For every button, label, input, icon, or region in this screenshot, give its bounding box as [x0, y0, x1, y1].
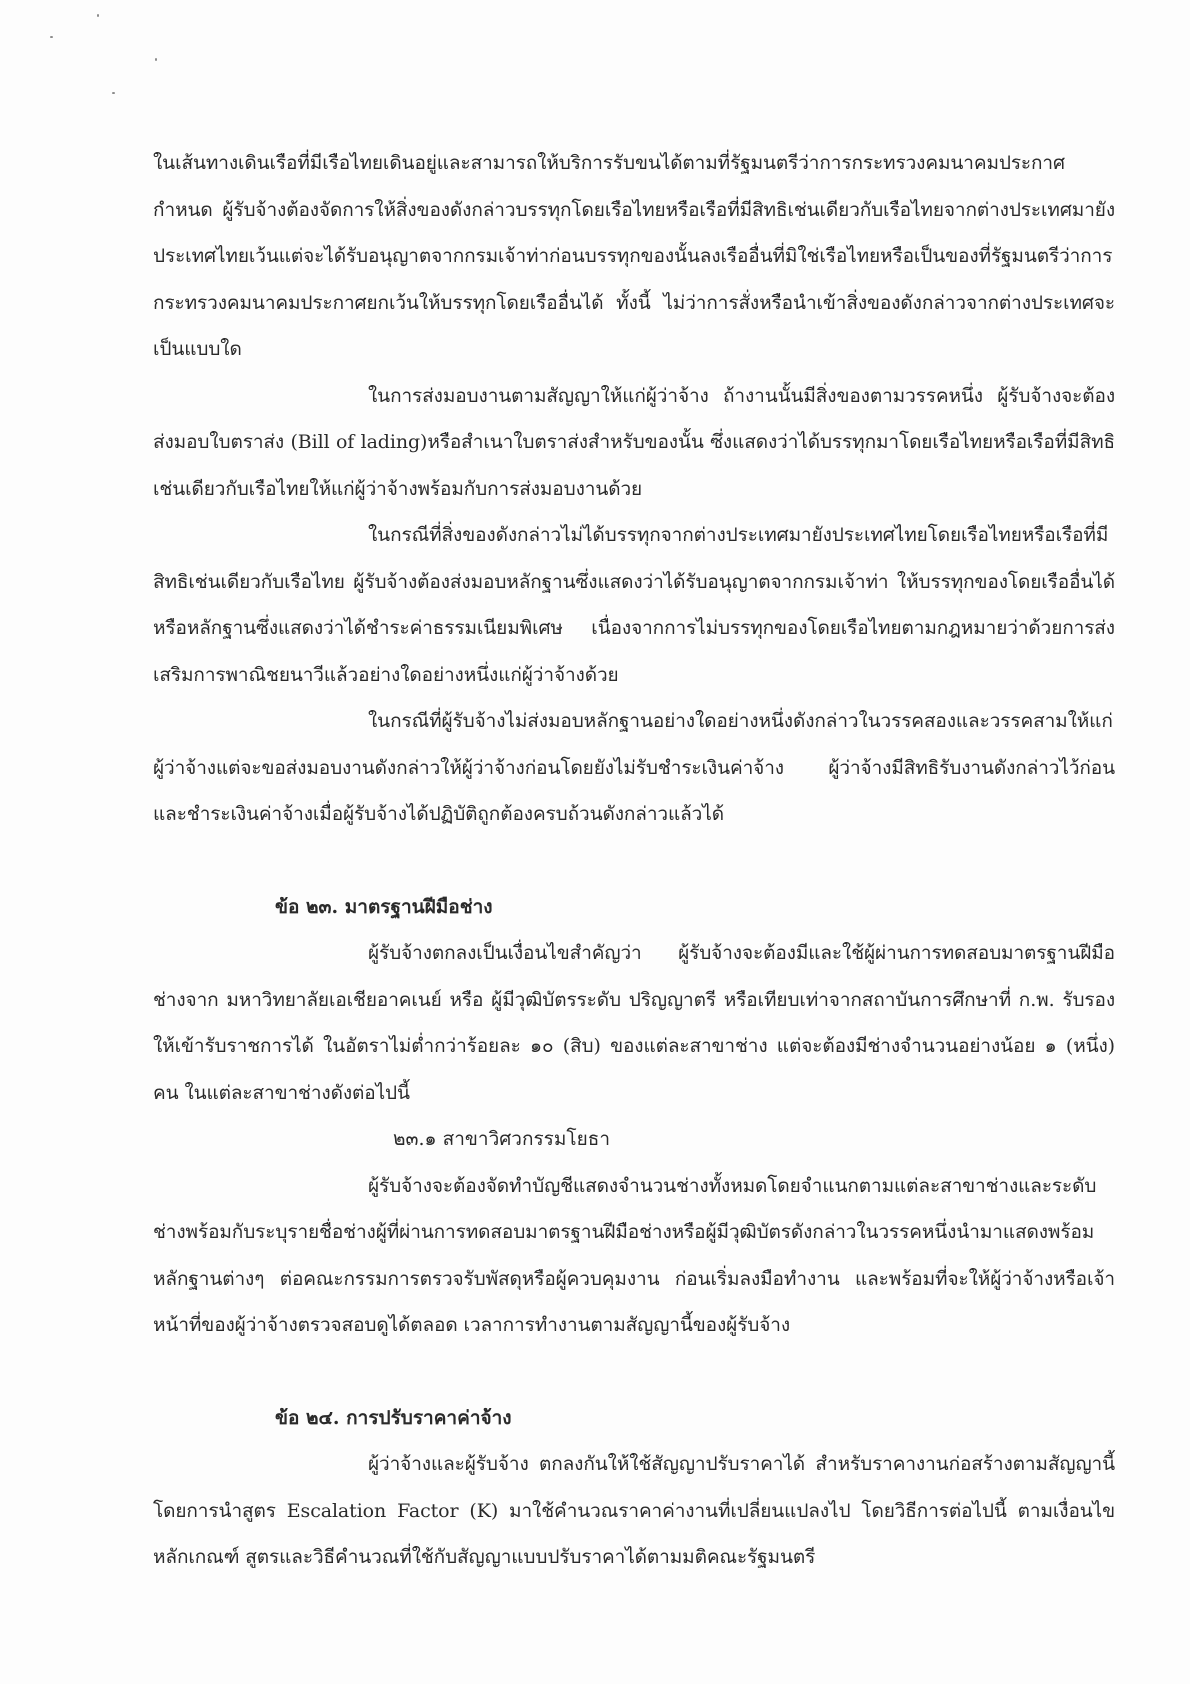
- scan-speck: [155, 58, 157, 61]
- section-24-heading: ข้อ ๒๔. การปรับราคาค่าจ้าง: [275, 1406, 512, 1429]
- paragraph-bill-of-lading: ในการส่งมอบงานตามสัญญาให้แก่ผู้ว่าจ้าง ถ้างานนั้นมีสิ่งของตามวรรคหนึ่ง ผู้รับจ้างจะต้องส่งมอบใบตราส่ง (Bill of lading)หรือสำเนาใบตราส่งสำหรับของนั้น ซึ่งแสดงว่าได้บรรทุกมาโดยเรือไทยหรือเรือที่มีสิทธิเช่นเดียวกับเรือไทยให้แก่ผู้ว่าจ้างพร้อมกับการส่งมอบงานด้วย: [153, 384, 1115, 500]
- section-gap: [153, 1349, 1115, 1395]
- section-23-paragraph-1: ผู้รับจ้างตกลงเป็นเงื่อนไขสำคัญว่า ผู้รับจ้างจะต้องมีและใช้ผู้ผ่านการทดสอบมาตรฐานฝีมือช่างจาก มหาวิทยาลัยเอเชียอาคเนย์ หรือ ผู้มีวุฒิบัตรระดับ ปริญญาตรี หรือเทียบเท่าจากสถาบันการศึกษาที่ ก.พ. รับรองให้เข้ารับราชการได้ ในอัตราไม่ต่ำกว่าร้อยละ ๑๐ (สิบ) ของแต่ละสาขาช่าง แต่จะต้องมีช่างจำนวนอย่างน้อย ๑ (หนึ่ง) คน ในแต่ละสาขาช่างดังต่อไปนี้: [153, 942, 1115, 1104]
- scan-speck: [97, 14, 99, 17]
- section-23-subitem: ๒๓.๑ สาขาวิศวกรรมโยธา: [393, 1128, 611, 1150]
- section-23-paragraph-2: ผู้รับจ้างจะต้องจัดทำบัญชีแสดงจำนวนช่างทั้งหมดโดยจำแนกตามแต่ละสาขาช่างและระดับช่างพร้อมกับระบุรายชื่อช่างผู้ที่ผ่านการทดสอบมาตรฐานฝีมือช่างหรือผู้มีวุฒิบัตรดังกล่าวในวรรคหนึ่งนำมาแสดงพร้อมหลักฐานต่างๆ ต่อคณะกรรมการตรวจรับพัสดุหรือผู้ควบคุมงาน ก่อนเริ่มลงมือทำงาน และพร้อมที่จะให้ผู้ว่าจ้างหรือเจ้าหน้าที่ของผู้ว่าจ้างตรวจสอบดูได้ตลอด เวลาการทำงานตามสัญญานี้ของผู้รับจ้าง: [153, 1174, 1115, 1336]
- paragraph-non-thai-vessel: ในกรณีที่สิ่งของดังกล่าวไม่ได้บรรทุกจากต่างประเทศมายังประเทศไทยโดยเรือไทยหรือเรือที่มีสิทธิเช่นเดียวกับเรือไทย ผู้รับจ้างต้องส่งมอบหลักฐานซึ่งแสดงว่าได้รับอนุญาตจากกรมเจ้าท่า ให้บรรทุกของโดยเรืออื่นได้หรือหลักฐานซึ่งแสดงว่าได้ชำระค่าธรรมเนียมพิเศษ เนื่องจากการไม่บรรทุกของโดยเรือไทยตามกฎหมายว่าด้วยการส่งเสริมการพาณิชยนาวีแล้วอย่างใดอย่างหนึ่งแก่ผู้ว่าจ้างด้วย: [153, 524, 1115, 686]
- section-gap: [153, 838, 1115, 884]
- paragraph-shipping-route: ในเส้นทางเดินเรือที่มีเรือไทยเดินอยู่และสามารถให้บริการรับขนได้ตามที่รัฐมนตรีว่าการกระทรวงคมนาคมประกาศกำหนด ผู้รับจ้างต้องจัดการให้สิ่งของดังกล่าวบรรทุกโดยเรือไทยหรือเรือที่มีสิทธิเช่นเดียวกับเรือไทยจากต่างประเทศมายังประเทศไทยเว้นแต่จะได้รับอนุญาตจากกรมเจ้าท่าก่อนบรรทุกของนั้นลงเรืออื่นที่มิใช่เรือไทยหรือเป็นของที่รัฐมนตรีว่าการกระทรวงคมนาคมประกาศยกเว้นให้บรรทุกโดยเรืออื่นได้ ทั้งนี้ ไม่ว่าการสั่งหรือนำเข้าสิ่งของดังกล่าวจากต่างประเทศจะเป็นแบบใด: [153, 152, 1115, 360]
- section-24-paragraph-1: ผู้ว่าจ้างและผู้รับจ้าง ตกลงกันให้ใช้สัญญาปรับราคาได้ สำหรับราคางานก่อสร้างตามสัญญานี้โดยการนำสูตร Escalation Factor (K) มาใช้คำนวณราคาค่างานที่เปลี่ยนแปลงไป โดยวิธีการต่อไปนี้ ตามเงื่อนไข หลักเกณฑ์ สูตรและวิธีคำนวณที่ใช้กับสัญญาแบบปรับราคาได้ตามมติคณะรัฐมนตรี: [153, 1453, 1115, 1568]
- section-23-heading: ข้อ ๒๓. มาตรฐานฝีมือช่าง: [275, 895, 493, 918]
- scan-speck: [50, 36, 53, 38]
- scan-speck: [112, 92, 115, 94]
- paragraph-missing-evidence: ในกรณีที่ผู้รับจ้างไม่ส่งมอบหลักฐานอย่างใดอย่างหนึ่งดังกล่าวในวรรคสองและวรรคสามให้แก่ผู้ว่าจ้างแต่จะขอส่งมอบงานดังกล่าวให้ผู้ว่าจ้างก่อนโดยยังไม่รับชำระเงินค่าจ้าง ผู้ว่าจ้างมีสิทธิรับงานดังกล่าวไว้ก่อน และชำระเงินค่าจ้างเมื่อผู้รับจ้างได้ปฏิบัติถูกต้องครบถ้วนดังกล่าวแล้วได้: [153, 710, 1115, 825]
- document-body: [153, 140, 1115, 1581]
